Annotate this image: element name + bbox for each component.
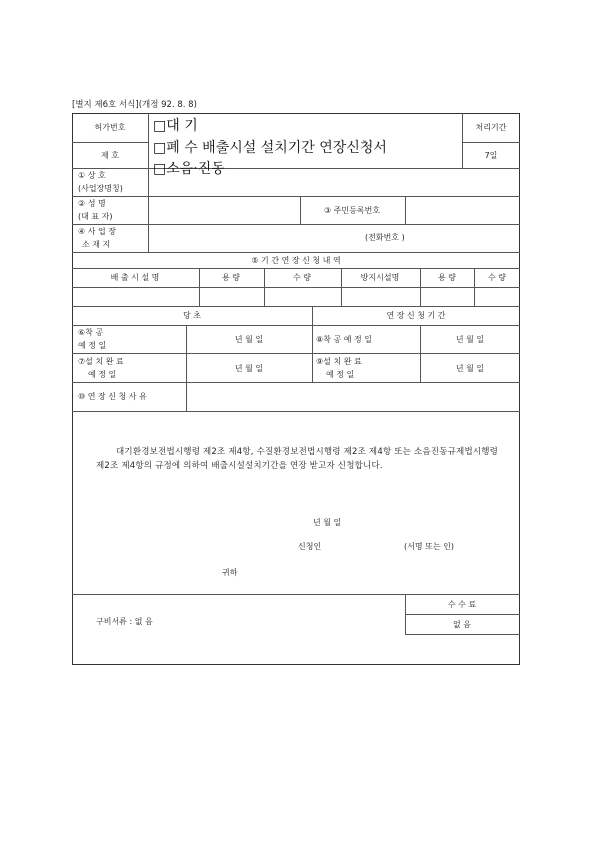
rule bbox=[72, 168, 520, 169]
rule bbox=[264, 268, 265, 306]
rule bbox=[341, 268, 342, 306]
form-title-line2: □폐 수 배출시설 설치기간 연장신청서 bbox=[153, 140, 387, 156]
col-quantity2: 수 량 bbox=[488, 273, 506, 282]
processing-label: 처리기간 bbox=[475, 123, 507, 132]
rule bbox=[72, 306, 520, 307]
form-code: [별지 제6호 서식](개정 92. 8. 8) bbox=[72, 100, 197, 110]
fee-value: 없 음 bbox=[453, 620, 471, 629]
processing-value: 7일 bbox=[484, 151, 498, 160]
rule bbox=[148, 113, 149, 252]
ext-complete-label-1: ⑨설 치 완 료 bbox=[316, 357, 362, 366]
rule bbox=[72, 268, 520, 269]
start-label-2: 예 정 일 bbox=[78, 341, 107, 350]
address-label: ④ 사 업 장 bbox=[78, 227, 116, 236]
attachments: 구비서류 : 없 음 bbox=[96, 617, 153, 626]
rule bbox=[300, 196, 301, 224]
col-capacity: 용 량 bbox=[222, 273, 240, 282]
rule bbox=[199, 268, 200, 306]
complete-label-1: ⑦설 치 완 료 bbox=[78, 357, 124, 366]
col-quantity: 수 량 bbox=[293, 273, 311, 282]
complete-date: 년 월 일 bbox=[234, 364, 264, 373]
declaration-text: 대기환경보전법시행령 제2조 제4항, 수질환경보전법시행령 제2조 제4항 또는 소음진동규제법시행령 제2조 제4항의 규정에 의하여 배출시설설치기간을 연장 받고자 신청합니다. bbox=[96, 447, 499, 471]
rule bbox=[72, 196, 520, 197]
company-label: ① 상 호 bbox=[78, 171, 106, 180]
rule bbox=[474, 268, 475, 306]
form-title-line3: □소음·진동 bbox=[153, 161, 225, 177]
extension-section-title: ⑤ 기 간 연 장 신 청 내 역 bbox=[251, 256, 341, 265]
rule bbox=[72, 325, 520, 326]
ext-complete-date: 년 월 일 bbox=[455, 364, 485, 373]
reason-label: ⑩ 연 장 신 청 사 유 bbox=[78, 392, 147, 401]
rule bbox=[462, 142, 520, 143]
name-sub: (대 표 자) bbox=[78, 212, 113, 221]
address-sub: 소 재 지 bbox=[82, 240, 111, 249]
applicant-line: 신청인 bbox=[298, 542, 322, 551]
rule bbox=[405, 614, 520, 615]
rule bbox=[420, 325, 421, 382]
col-facility: 배 출 시 설 명 bbox=[110, 273, 160, 282]
rule bbox=[72, 411, 520, 412]
resident-no-label: ③ 주민등록번호 bbox=[323, 206, 381, 215]
rule bbox=[186, 382, 187, 411]
company-sub: (사업장명칭) bbox=[78, 184, 123, 193]
form-title-line1: □대 기 bbox=[153, 118, 198, 134]
rule bbox=[72, 142, 148, 143]
rule bbox=[405, 594, 406, 634]
rule bbox=[420, 268, 421, 306]
rule bbox=[72, 353, 520, 354]
rule bbox=[405, 196, 406, 224]
rule bbox=[72, 224, 520, 225]
permit-no-label: 허가번호 bbox=[94, 123, 126, 132]
ext-start-date: 년 월 일 bbox=[455, 335, 485, 344]
fee-label: 수 수 료 bbox=[447, 600, 477, 609]
col-capacity2: 용 량 bbox=[438, 273, 456, 282]
rule bbox=[72, 594, 520, 595]
ext-start-label: ⑧착 공 예 정 일 bbox=[316, 335, 372, 344]
date-line: 년 월 일 bbox=[313, 518, 342, 527]
complete-label-2: 예 정 일 bbox=[88, 370, 117, 379]
col-prevention: 방지시설명 bbox=[360, 273, 400, 282]
rule bbox=[405, 634, 520, 635]
start-label-1: ⑥착 공 bbox=[78, 328, 104, 337]
start-date: 년 월 일 bbox=[234, 335, 264, 344]
doc-no-label: 제 호 bbox=[101, 151, 119, 160]
rule bbox=[72, 287, 520, 288]
addressee: 귀하 bbox=[222, 568, 238, 577]
rule bbox=[312, 306, 313, 382]
rule bbox=[72, 382, 520, 383]
name-label: ② 성 명 bbox=[78, 199, 106, 208]
phone-label: (전화번호 ) bbox=[365, 233, 405, 242]
rule bbox=[462, 113, 463, 168]
extension-period-label: 연 장 신 청 기 간 bbox=[386, 311, 446, 320]
signature-hint: (서명 또는 인) bbox=[404, 542, 454, 551]
original-label: 당 초 bbox=[183, 311, 201, 320]
rule bbox=[72, 252, 520, 253]
form-title-line3-clip bbox=[150, 160, 450, 177]
rule bbox=[186, 325, 187, 382]
ext-complete-label-2: 예 정 일 bbox=[326, 370, 355, 379]
